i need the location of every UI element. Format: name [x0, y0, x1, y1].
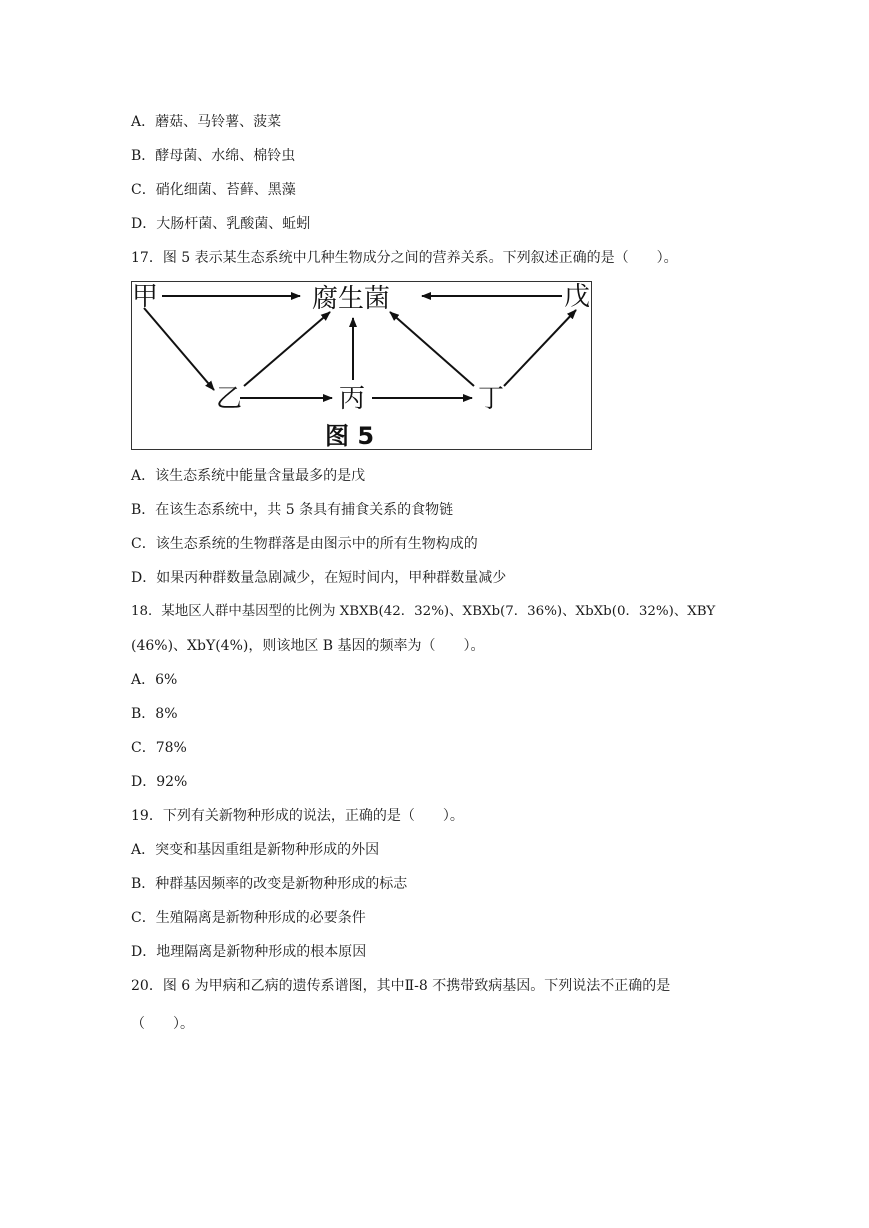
arrow-ding-to-fushengjun	[390, 312, 474, 386]
q19-option-a: A．突变和基因重组是新物种形成的外因	[131, 842, 380, 858]
q19-option-c: C．生殖隔离是新物种形成的必要条件	[131, 910, 366, 926]
q20-stem-line1: 20．图 6 为甲病和乙病的遗传系谱图，其中Ⅱ-8 不携带致病基因。下列说法不正确的是	[131, 978, 671, 994]
q17-option-a: A．该生态系统中能量含量最多的是戊	[131, 468, 366, 484]
node-wu: 戊	[564, 282, 591, 312]
q19-option-d: D．地理隔离是新物种形成的根本原因	[131, 944, 367, 960]
q18-option-d: D．92%	[131, 774, 188, 790]
q19-stem: 19．下列有关新物种形成的说法，正确的是（ ）。	[131, 808, 464, 824]
q18-option-b: B．8%	[131, 706, 178, 722]
arrow-jia-to-yi	[144, 308, 214, 390]
node-fushengjun: 腐生菌	[312, 284, 391, 314]
arrow-yi-to-fushengjun	[244, 312, 330, 386]
q16-option-d: D．大肠杆菌、乳酸菌、蚯蚓	[131, 216, 311, 232]
food-web-diagram	[132, 282, 593, 451]
q16-option-b: B．酵母菌、水绵、棉铃虫	[131, 148, 296, 164]
q17-option-d: D．如果丙种群数量急剧减少，在短时间内，甲种群数量减少	[131, 570, 507, 586]
q18-option-c: C．78%	[131, 740, 187, 756]
node-bing: 丙	[339, 384, 366, 414]
node-ding: 丁	[478, 384, 505, 414]
q17-option-c: C．该生态系统的生物群落是由图示中的所有生物构成的	[131, 536, 478, 552]
q16-option-c: C．硝化细菌、苔藓、黑藻	[131, 182, 296, 198]
figure-caption: 图 5	[325, 422, 375, 450]
node-jia: 甲	[132, 282, 159, 312]
q16-option-a: A．蘑菇、马铃薯、菠菜	[131, 114, 282, 130]
q18-stem-line2: (46%)、XbY(4%)，则该地区 B 基因的频率为（ ）。	[131, 638, 485, 654]
q19-option-b: B．种群基因频率的改变是新物种形成的标志	[131, 876, 408, 892]
q18-stem-line1: 18．某地区人群中基因型的比例为 XBXB(42．32%)、XBXb(7．36%)、XbXb(0．32%)、XBY	[131, 604, 716, 619]
q20-stem-line2: （ ）。	[131, 1016, 194, 1032]
q17-stem: 17．图 5 表示某生态系统中几种生物成分之间的营养关系。下列叙述正确的是（ ）。	[131, 250, 678, 266]
q17-option-b: B．在该生态系统中，共 5 条具有捕食关系的食物链	[131, 502, 454, 518]
q18-option-a: A．6%	[131, 672, 178, 688]
food-web-figure	[131, 281, 592, 450]
arrow-ding-to-wu	[504, 310, 576, 386]
node-yi: 乙	[216, 384, 243, 414]
